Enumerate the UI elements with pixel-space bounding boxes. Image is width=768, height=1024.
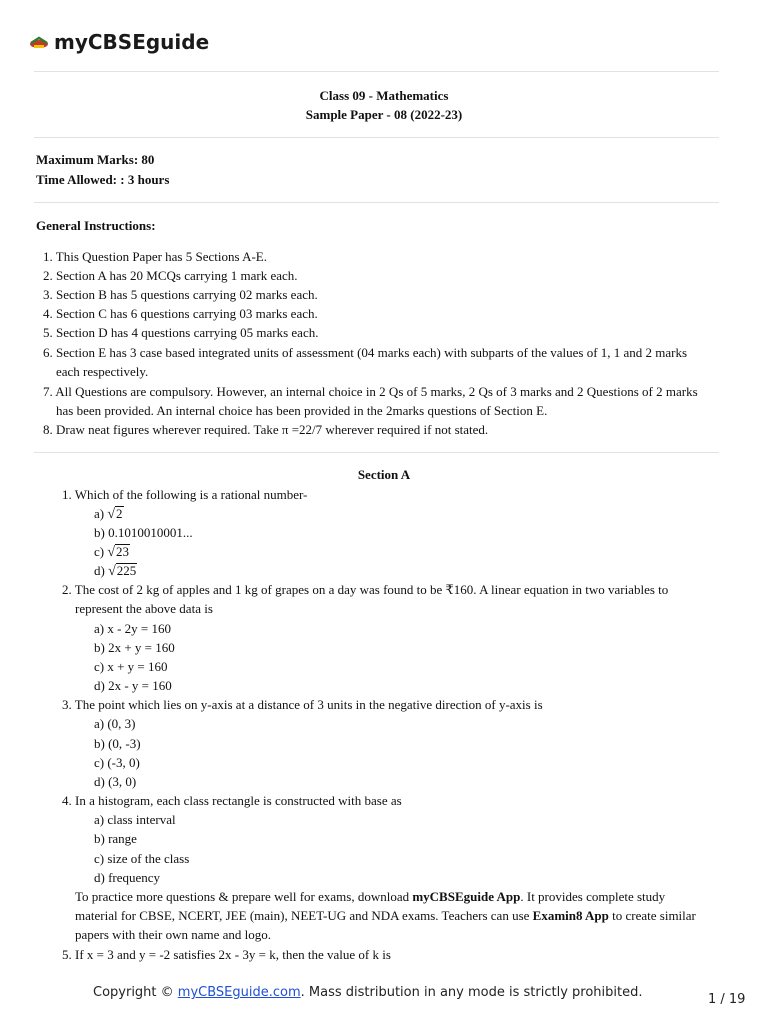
option-3a: a) (0, 3) — [94, 716, 136, 731]
instruction-item: 3. Section B has 5 questions carrying 02 marks each. — [43, 287, 318, 302]
option-1a: a) √2 — [94, 506, 123, 522]
promo-text: material for CBSE, NCERT, JEE (main), NEET-UG and NDA exams. Teachers can use Examin8 App to create similar — [75, 908, 696, 923]
question-4: 4. In a histogram, each class rectangle is constructed with base as — [62, 793, 402, 808]
option-3c: c) (-3, 0) — [94, 755, 140, 770]
option-4c: c) size of the class — [94, 851, 190, 866]
footer-copyright: Copyright © myCBSEguide.com. Mass distribution in any mode is strictly prohibited. — [93, 985, 643, 1000]
promo-text: To practice more questions & prepare well for exams, download myCBSEguide App. It provides complete study — [75, 889, 666, 904]
instruction-item: 1. This Question Paper has 5 Sections A-E. — [43, 249, 267, 264]
option-2a: a) x - 2y = 160 — [94, 621, 172, 636]
instruction-item: 4. Section C has 6 questions carrying 03 marks each. — [43, 306, 318, 321]
question-2-cont: represent the above data is — [75, 601, 213, 616]
paper-title: Sample Paper - 08 (2022-23) — [305, 107, 463, 122]
instruction-item: 5. Section D has 4 questions carrying 05 marks each. — [43, 325, 319, 340]
divider — [34, 202, 719, 203]
page-number: 1 / 19 — [708, 992, 746, 1007]
option-2d: d) 2x - y = 160 — [94, 678, 172, 693]
option-3b: b) (0, -3) — [94, 736, 141, 751]
instruction-item-cont: each respectively. — [56, 364, 149, 379]
option-1b: b) 0.1010010001... — [94, 525, 193, 540]
question-1: 1. Which of the following is a rational number- — [62, 487, 308, 502]
option-4d: d) frequency — [94, 870, 161, 885]
header — [28, 30, 209, 54]
option-4a: a) class interval — [94, 812, 176, 827]
instruction-item: 7. All Questions are compulsory. However, an internal choice in 2 Qs of 5 marks, 2 Qs of 3 marks and 2 Questions of 2 marks — [43, 384, 698, 399]
time-allowed: Time Allowed: : 3 hours — [36, 172, 170, 187]
instruction-item: 2. Section A has 20 MCQs carrying 1 mark each. — [43, 268, 298, 283]
option-4b: b) range — [94, 831, 137, 846]
option-1c: c) √23 — [94, 544, 130, 560]
instruction-item: 6. Section E has 3 case based integrated units of assessment (04 marks each) with subparts of the values of 1, 1 and 2 marks — [43, 345, 688, 360]
option-2b: b) 2x + y = 160 — [94, 640, 175, 655]
option-3d: d) (3, 0) — [94, 774, 137, 789]
brand-name: myCBSEguide — [54, 30, 210, 54]
divider — [34, 71, 719, 72]
instruction-item-cont: has been provided. An internal choice has been provided in the 2marks questions of Section E. — [56, 403, 548, 418]
option-2c: c) x + y = 160 — [94, 659, 168, 674]
section-a-heading: Section A — [357, 467, 411, 482]
divider — [34, 452, 719, 453]
max-marks: Maximum Marks: 80 — [36, 152, 155, 167]
promo-text: papers with their own name and logo. — [75, 927, 272, 942]
logo-icon — [28, 32, 50, 52]
option-1d: d) √225 — [94, 563, 137, 579]
divider — [34, 137, 719, 138]
paper-class: Class 09 - Mathematics — [319, 88, 449, 103]
instructions-heading: General Instructions: — [36, 218, 156, 233]
footer-link[interactable]: myCBSEguide.com — [177, 985, 301, 1000]
question-5: 5. If x = 3 and y = -2 satisfies 2x - 3y = k, then the value of k is — [62, 947, 391, 962]
question-3: 3. The point which lies on y-axis at a distance of 3 units in the negative direction of y-axis is — [62, 697, 543, 712]
instruction-item: 8. Draw neat figures wherever required. Take π =22/7 wherever required if not stated. — [43, 422, 489, 437]
question-2: 2. The cost of 2 kg of apples and 1 kg of grapes on a day was found to be ₹160. A linear equation in two variables to — [62, 582, 669, 597]
